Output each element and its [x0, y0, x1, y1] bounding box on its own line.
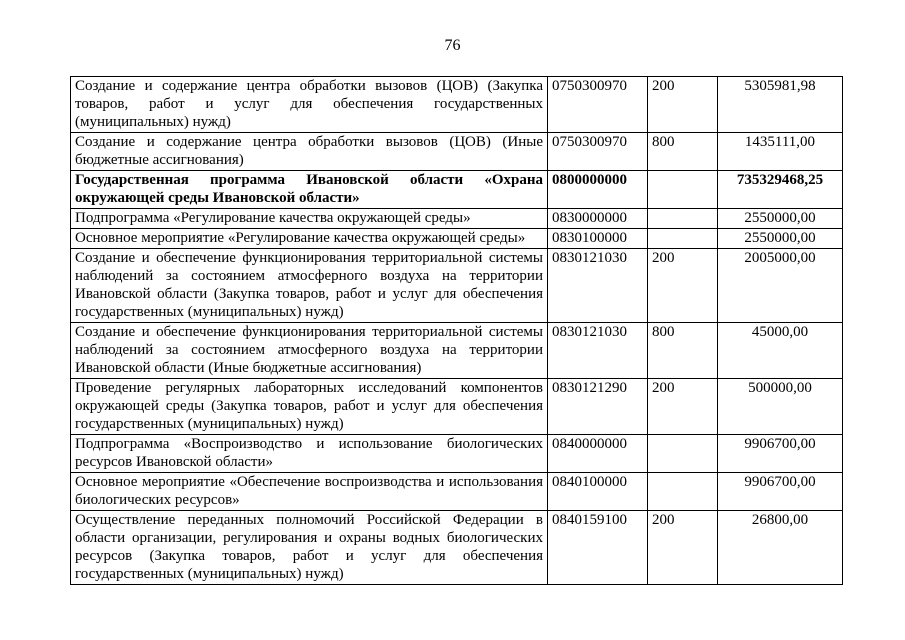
row-code: 0830121030 [548, 249, 648, 323]
row-name: Основное мероприятие «Регулирование качества окружающей среды» [71, 229, 548, 249]
row-amount: 9906700,00 [718, 435, 843, 473]
table-row [71, 133, 843, 171]
row-amount: 735329468,25 [718, 171, 843, 209]
row-kvr: 200 [648, 511, 718, 585]
table-row [71, 77, 843, 133]
row-name: Создание и содержание центра обработки вызовов (ЦОВ) (Закупка товаров, работ и услуг для обеспечения государственных (муниципальных) нужд) [71, 77, 548, 133]
row-kvr [648, 209, 718, 229]
row-name: Государственная программа Ивановской области «Охрана окружающей среды Ивановской области» [71, 171, 548, 209]
row-amount: 2550000,00 [718, 209, 843, 229]
table-row [71, 473, 843, 511]
row-code: 0750300970 [548, 133, 648, 171]
row-amount: 9906700,00 [718, 473, 843, 511]
row-name: Подпрограмма «Воспроизводство и использование биологических ресурсов Ивановской области» [71, 435, 548, 473]
row-amount: 500000,00 [718, 379, 843, 435]
row-code: 0830000000 [548, 209, 648, 229]
row-code: 0800000000 [548, 171, 648, 209]
budget-table [70, 76, 843, 585]
row-amount: 45000,00 [718, 323, 843, 379]
row-kvr: 200 [648, 249, 718, 323]
row-amount: 2550000,00 [718, 229, 843, 249]
row-code: 0830121030 [548, 323, 648, 379]
table-row [71, 379, 843, 435]
row-kvr: 800 [648, 323, 718, 379]
row-kvr [648, 473, 718, 511]
row-kvr: 200 [648, 379, 718, 435]
page-number: 76 [444, 37, 461, 54]
table-row [71, 435, 843, 473]
table-row [71, 511, 843, 585]
row-name: Проведение регулярных лабораторных исследований компонентов окружающей среды (Закупка товаров, работ и услуг для обеспечения государственных (муниципальных) нужд) [71, 379, 548, 435]
table-row [71, 249, 843, 323]
row-kvr: 800 [648, 133, 718, 171]
table-row [71, 323, 843, 379]
table-row [71, 209, 843, 229]
row-name: Подпрограмма «Регулирование качества окружающей среды» [71, 209, 548, 229]
row-kvr [648, 229, 718, 249]
row-kvr: 200 [648, 77, 718, 133]
row-name: Создание и обеспечение функционирования территориальной системы наблюдений за состоянием атмосферного воздуха на территории Ивановской области (Закупка товаров, работ и услуг для обеспечения государственных (муниципальных) нужд) [71, 249, 548, 323]
row-code: 0840000000 [548, 435, 648, 473]
row-name: Осуществление переданных полномочий Российской Федерации в области организации, регулирования и охраны водных биологических ресурсов (Закупка товаров, работ и услуг для обеспечения государственных (муниципальных) нужд) [71, 511, 548, 585]
table-row-program [71, 171, 843, 209]
row-code: 0750300970 [548, 77, 648, 133]
row-kvr [648, 171, 718, 209]
row-amount: 2005000,00 [718, 249, 843, 323]
row-kvr [648, 435, 718, 473]
row-amount: 5305981,98 [718, 77, 843, 133]
row-code: 0840100000 [548, 473, 648, 511]
row-name: Создание и содержание центра обработки вызовов (ЦОВ) (Иные бюджетные ассигнования) [71, 133, 548, 171]
row-code: 0830121290 [548, 379, 648, 435]
row-amount: 26800,00 [718, 511, 843, 585]
row-code: 0830100000 [548, 229, 648, 249]
row-amount: 1435111,00 [718, 133, 843, 171]
row-name: Основное мероприятие «Обеспечение воспроизводства и использования биологических ресурсов» [71, 473, 548, 511]
table-row [71, 229, 843, 249]
row-code: 0840159100 [548, 511, 648, 585]
row-name: Создание и обеспечение функционирования территориальной системы наблюдений за состоянием атмосферного воздуха на территории Ивановской области (Иные бюджетные ассигнования) [71, 323, 548, 379]
